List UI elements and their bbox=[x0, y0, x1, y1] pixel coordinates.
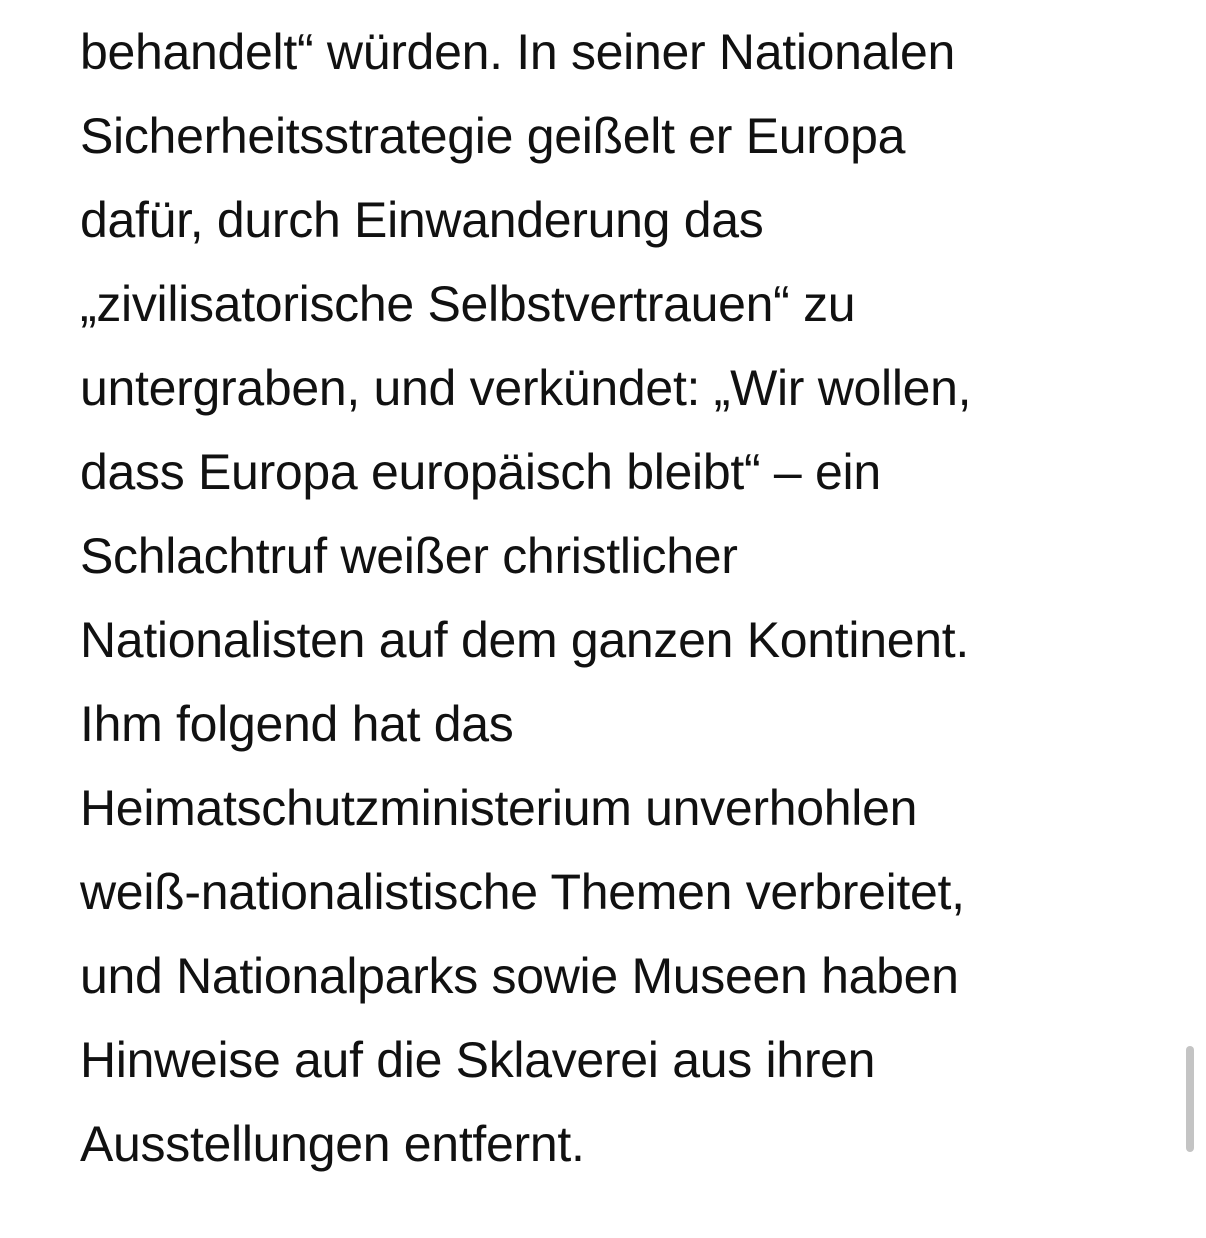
article-line: behandelt“ würden. In seiner Nationalen bbox=[80, 24, 955, 80]
article-line: Ausstellungen entfernt. bbox=[80, 1116, 585, 1172]
article-line: Hinweise auf die Sklaverei aus ihren bbox=[80, 1032, 876, 1088]
scrollbar-thumb[interactable] bbox=[1186, 1046, 1194, 1152]
article-line: Heimatschutzministerium unverhohlen bbox=[80, 780, 918, 836]
article-line: dass Europa europäisch bleibt“ – ein bbox=[80, 444, 881, 500]
article-line: Sicherheitsstrategie geißelt er Europa bbox=[80, 108, 906, 164]
article-line: Nationalisten auf dem ganzen Kontinent. bbox=[80, 612, 969, 668]
article-line: untergraben, und verkündet: „Wir wollen, bbox=[80, 360, 972, 416]
article-line: „zivilisatorische Selbstvertrauen“ zu bbox=[80, 276, 856, 332]
article-line: weiß-nationalistische Themen verbreitet, bbox=[80, 864, 965, 920]
article-line: dafür, durch Einwanderung das bbox=[80, 192, 764, 248]
article-line: und Nationalparks sowie Museen haben bbox=[80, 948, 959, 1004]
article-line: Schlachtruf weißer christlicher bbox=[80, 528, 738, 584]
article-line: Ihm folgend hat das bbox=[80, 696, 514, 752]
article-body bbox=[80, 10, 1160, 1186]
